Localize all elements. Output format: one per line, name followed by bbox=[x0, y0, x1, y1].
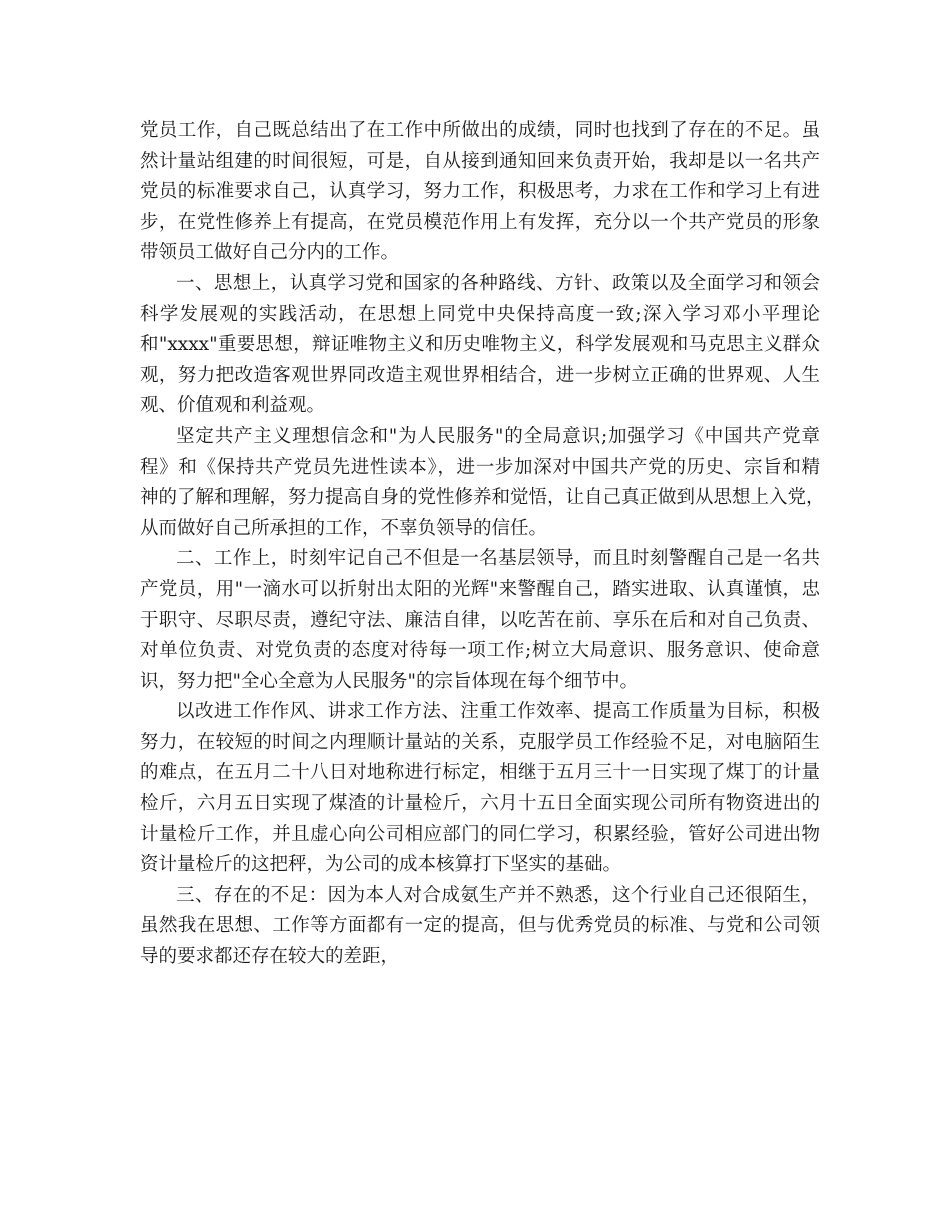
text-line: 导的要求都还存在较大的差距， bbox=[140, 946, 400, 968]
text-line: 的难点，在五月二十八日对地称进行标定，相继于五月三十一日实现了煤丁的计量 bbox=[140, 762, 820, 784]
text-line: 虽然我在思想、工作等方面都有一定的提高，但与优秀党员的标准、与党和公司领 bbox=[140, 915, 820, 937]
text-line: 一、思想上，认真学习党和国家的各种路线、方针、政策以及全面学习和领会 bbox=[176, 272, 820, 294]
text-line: 和"xxxx"重要思想，辩证唯物主义和历史唯物主义，科学发展观和马克思主义群众 bbox=[140, 334, 820, 356]
text-line: 产党员，用"一滴水可以折射出太阳的光辉"来警醒自己，踏实进取、认真谨慎，忠 bbox=[140, 578, 820, 600]
text-line: 然计量站组建的时间很短，可是，自从接到通知回来负责开始，我却是以一名共产 bbox=[140, 150, 820, 172]
text-line: 程》和《保持共产党员先进性读本》，进一步加深对中国共产党的历史、宗旨和精 bbox=[140, 456, 820, 478]
text-line: 二、工作上，时刻牢记自己不但是一名基层领导，而且时刻警醒自己是一名共 bbox=[176, 548, 820, 570]
paragraph bbox=[140, 881, 820, 973]
text-line: 科学发展观的实践活动，在思想上同党中央保持高度一致;深入学习邓小平理论 bbox=[140, 303, 820, 325]
text-line: 神的了解和理解，努力提高自身的党性修养和觉悟，让自己真正做到从思想上入党， bbox=[140, 487, 825, 509]
text-line: 观，努力把改造客观世界同改造主观世界相结合，进一步树立正确的世界观、人生 bbox=[140, 364, 820, 386]
text-line: 从而做好自己所承担的工作，不辜负领导的信任。 bbox=[140, 517, 548, 539]
text-line: 资计量检斤的这把秤，为公司的成本核算打下坚实的基础。 bbox=[140, 854, 622, 876]
paragraph bbox=[140, 697, 820, 881]
text-line: 于职守、尽职尽责，遵纪守法、廉洁自律，以吃苦在前、享乐在后和对自己负责、 bbox=[140, 609, 820, 631]
paragraph bbox=[140, 422, 825, 544]
text-line: 三、存在的不足：因为本人对合成氨生产并不熟悉，这个行业自己还很陌生， bbox=[176, 884, 820, 906]
text-line: 计量检斤工作，并且虚心向公司相应部门的同仁学习，积累经验，管好公司进出物 bbox=[140, 823, 820, 845]
text-line: 党员工作，自己既总结出了在工作中所做出的成绩，同时也找到了存在的不足。虽 bbox=[140, 120, 820, 141]
text-line: 以改进工作作风、讲求工作方法、注重工作效率、提高工作质量为目标，积极 bbox=[176, 701, 820, 723]
text-line: 努力，在较短的时间之内理顺计量站的关系，克服学员工作经验不足，对电脑陌生 bbox=[140, 731, 820, 753]
text-line: 观、价值观和利益观。 bbox=[140, 395, 326, 417]
text-line: 识，努力把"全心全意为人民服务"的宗旨体现在每个细节中。 bbox=[140, 670, 639, 692]
text-line: 检斤，六月五日实现了煤渣的计量检斤，六月十五日全面实现公司所有物资进出的 bbox=[140, 793, 820, 815]
paragraph bbox=[140, 544, 820, 697]
text-line: 坚定共产主义理想信念和"为人民服务"的全局意识;加强学习《中国共产党章 bbox=[176, 425, 820, 447]
paragraph bbox=[140, 116, 820, 269]
text-line: 带领员工做好自己分内的工作。 bbox=[140, 242, 400, 264]
text-line: 对单位负责、对党负责的态度对待每一项工作;树立大局意识、服务意识、使命意 bbox=[140, 640, 820, 662]
text-line: 党员的标准要求自己，认真学习，努力工作，积极思考，力求在工作和学习上有进 bbox=[140, 181, 820, 203]
paragraph bbox=[140, 269, 820, 422]
document-body bbox=[140, 116, 825, 973]
text-line: 步，在党性修养上有提高，在党员模范作用上有发挥，充分以一个共产党员的形象 bbox=[140, 211, 820, 233]
